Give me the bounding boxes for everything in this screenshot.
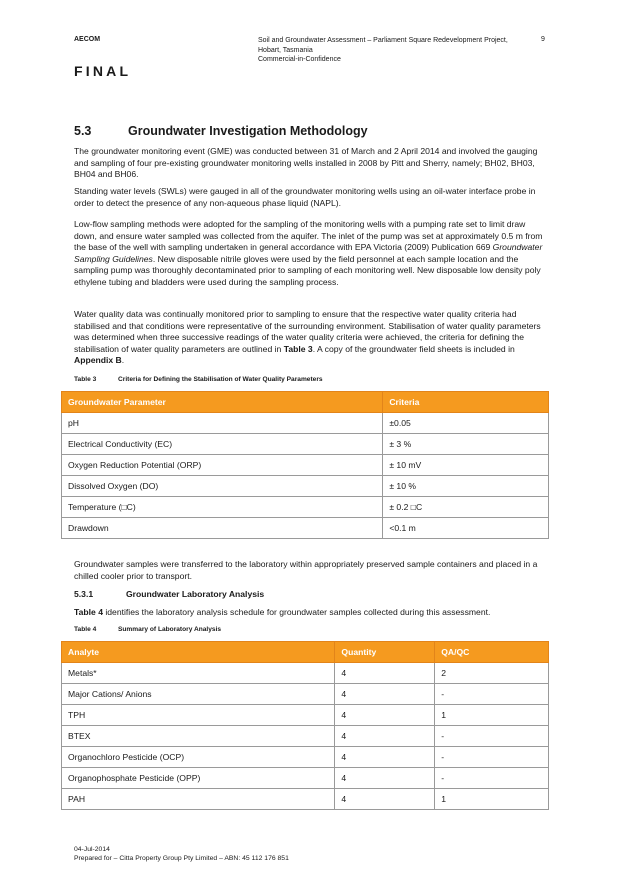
wq-text-c: . [121,355,125,366]
table-cell: Organophosphate Pesticide (OPP) [62,768,335,789]
table-header-cell: Analyte [62,642,335,663]
table-cell: 4 [335,747,435,768]
table-cell: Dissolved Oxygen (DO) [62,476,383,497]
low-flow-text-b: . New disposable nitrile gloves were used by the field personnel at each sample location and the sampling pump was thoroughly decontaminated prior to sampling of each monitoring well. New disposable low density poly ethylene tubing and bladders were used during the sampling process. [74,253,541,287]
table-cell: 1 [435,789,549,810]
page-number: 9 [541,36,545,43]
table-row [62,476,549,497]
table3-stabilisation-criteria [61,391,549,539]
table-row [62,789,549,810]
table-header-row [62,642,549,663]
table-cell: Organochloro Pesticide (OCP) [62,747,335,768]
subsection-title: Groundwater Laboratory Analysis [126,589,265,599]
wq-text-b: . A copy of the groundwater field sheets is included in [312,343,515,354]
table-cell: ± 3 % [383,434,549,455]
table-row [62,684,549,705]
table3-caption-number: Table 3 [74,376,97,383]
paragraph-swl: Standing water levels (SWLs) were gauged in all of the groundwater monitoring wells using an oil-water interface probe in order to detect the presence of any non-aqueous phase liquid (NAPL). [74,186,536,208]
header-project-line3: Commercial-in-Confidence [258,56,341,63]
footer-date: 04-Jul-2014 [74,846,110,853]
table-cell: 4 [335,705,435,726]
table-row [62,726,549,747]
table-cell: pH [62,413,383,434]
header-company: AECOM [74,36,101,43]
table-cell: Electrical Conductivity (EC) [62,434,383,455]
header-project-line1: Soil and Groundwater Assessment – Parliament Square Redevelopment Project, [258,37,508,44]
table-header-cell: QA/QC [435,642,549,663]
table-header-row [62,392,549,413]
table-row [62,663,549,684]
table-row [62,497,549,518]
header-project [258,36,528,65]
table-row [62,518,549,539]
lab-schedule-text: identifies the laboratory analysis schedule for groundwater samples collected during this assessment. [102,607,491,617]
table3-caption-title: Criteria for Defining the Stabilisation of Water Quality Parameters [118,376,323,383]
paragraph-low-flow [74,219,550,289]
table-cell: 4 [335,768,435,789]
table4-caption [74,626,221,633]
table-cell: Metals* [62,663,335,684]
table4-ref: Table 4 [74,607,103,617]
table-cell: 4 [335,726,435,747]
paragraph-lab-schedule [74,607,550,619]
paragraph-water-quality [74,309,550,367]
subsection-number: 5.3.1 [74,589,94,599]
table3-ref: Table 3 [283,343,313,354]
table-cell: PAH [62,789,335,810]
table-row [62,455,549,476]
paragraph-transport: Groundwater samples were transferred to the laboratory within appropriately preserved sample containers and placed in a chilled cooler prior to transport. [74,559,538,581]
table4-laboratory-analysis [61,641,549,810]
wq-text-a: Water quality data was continually monitored prior to sampling to ensure that the respective water quality criteria had stabilised and that conditions were representative of the surrounding environment. Stabilisation of water quality parameters was determined when three successive readings of the water quality criteria were achieved, the criteria for defining the stabilisation of water quality parameters are outlined in [74,309,541,354]
page-footer [74,845,289,863]
table4-caption-title: Summary of Laboratory Analysis [118,626,222,633]
table-cell: 2 [435,663,549,684]
section-number: 5.3 [74,124,92,138]
table-cell: Drawdown [62,518,383,539]
table-cell: Major Cations/ Anions [62,684,335,705]
table-cell: ± 10 % [383,476,549,497]
section-heading [74,124,368,138]
table-cell: - [435,747,549,768]
table-cell: 4 [335,684,435,705]
table-cell: TPH [62,705,335,726]
table-header-cell: Criteria [383,392,549,413]
table4-caption-number: Table 4 [74,626,97,633]
table-cell: - [435,726,549,747]
table-cell: ±0.05 [383,413,549,434]
table-header-cell: Groundwater Parameter [62,392,383,413]
table-row [62,768,549,789]
table-cell: - [435,684,549,705]
table-cell: Temperature (□C) [62,497,383,518]
table-cell: ± 0.2 □C [383,497,549,518]
table-row [62,705,549,726]
table-row [62,413,549,434]
table3-caption [74,376,323,383]
low-flow-text-a: Low-flow sampling methods were adopted for the sampling of the monitoring wells with a pumping rate set to limit draw down, and ensure water sampled was collected from the aquifer. The inlet of the pump was set at approximately 0.5 m from the base of the well with sampling undertaken in general accordance with EPA Victoria (2009) Publication 669 [74,219,543,253]
table-cell: ± 10 mV [383,455,549,476]
table-cell: 4 [335,789,435,810]
table-cell: - [435,768,549,789]
subsection-heading [74,589,264,599]
table-row [62,747,549,768]
table-cell: 4 [335,663,435,684]
table-cell: BTEX [62,726,335,747]
table-cell: 1 [435,705,549,726]
table-cell: Oxygen Reduction Potential (ORP) [62,455,383,476]
section-title: Groundwater Investigation Methodology [128,124,368,138]
guideline-title: Groundwater Sampling Guidelines [74,242,543,264]
header-project-line2: Hobart, Tasmania [258,46,313,54]
table-row [62,434,549,455]
table-cell: <0.1 m [383,518,549,539]
paragraph-gme: The groundwater monitoring event (GME) was conducted between 31 of March and 2 April 2014 and involved the gauging and sampling of four pre-existing groundwater monitoring wells installed in 2008 by Pitt and Sherry, namely; BH02, BH03, BH04 and BH06. [74,146,538,180]
appendix-ref: Appendix B [74,355,122,366]
final-status: FINAL [74,63,132,79]
table-header-cell: Quantity [335,642,435,663]
footer-prepared-for: Prepared for – Citta Property Group Pty Limited – ABN: 45 112 176 851 [74,855,289,862]
